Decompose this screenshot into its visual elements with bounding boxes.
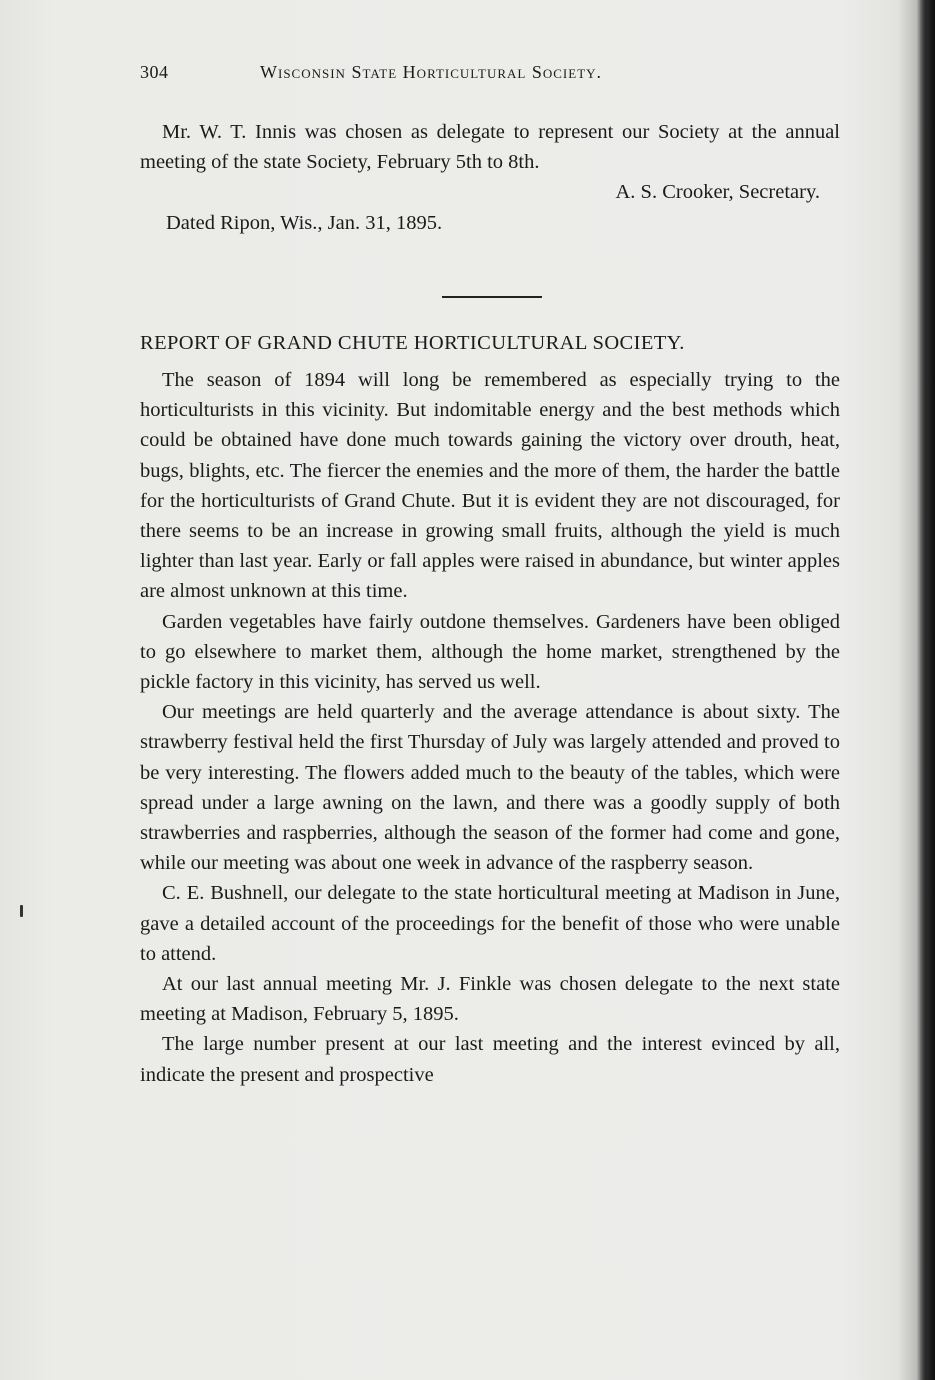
page-edge-shadow bbox=[919, 0, 935, 1380]
report-paragraph: The large number present at our last meeting and the interest evinced by all, indicate the present and prospective bbox=[140, 1033, 840, 1086]
report-heading: REPORT OF GRAND CHUTE HORTICULTURAL SOCIETY. bbox=[140, 332, 685, 354]
running-header bbox=[140, 62, 840, 88]
report-paragraph: C. E. Bushnell, our delegate to the state horticultural meeting at Madison in June, gave a detailed account of the proceedings for the benefit of those who were unable to attend. bbox=[140, 882, 840, 965]
report-body bbox=[140, 365, 840, 1090]
intro-paragraph: Mr. W. T. Innis was chosen as delegate to represent our Society at the annual meeting of the state Society, February 5th to 8th. bbox=[140, 121, 840, 174]
margin-speck bbox=[20, 905, 23, 917]
report-paragraph: At our last annual meeting Mr. J. Finkle was chosen delegate to the next state meeting at Madison, February 5, 1895. bbox=[140, 973, 840, 1026]
report-paragraph: The season of 1894 will long be remembered as especially trying to the horticulturists in this vicinity. But indomitable energy and the best methods which could be obtained have done much towards gaining the victory over drouth, heat, bugs, blights, etc. The fiercer the enemies and the more of them, the harder the battle for the horticulturists of Grand Chute. But it is evident they are not discouraged, for there seems to be an increase in growing small fruits, although the yield is much lighter than last year. Early or fall apples were raised in abundance, but winter apples are almost unknown at this time. bbox=[140, 369, 840, 603]
dated-line: Dated Ripon, Wis., Jan. 31, 1895. bbox=[166, 211, 443, 234]
section-divider bbox=[442, 296, 542, 298]
report-paragraph: Our meetings are held quarterly and the average attendance is about sixty. The strawberry festival held the first Thursday of July was largely attended and proved to be very interesting. The flowers added much to the beauty of the tables, which were spread under a large awning on the lawn, and there was a goodly supply of both strawberries and raspberries, although the season of the former had come and gone, while our meeting was about one week in advance of the raspberry season. bbox=[140, 701, 840, 875]
report-paragraph: Garden vegetables have fairly outdone themselves. Gardeners have been obliged to go elsewhere to market them, although the home market, strengthened by the pickle factory in this vicinity, has served us well. bbox=[140, 610, 840, 694]
secretary-signature: A. S. Crooker, Secretary. bbox=[615, 181, 820, 204]
intro-block bbox=[140, 117, 840, 238]
page-number: 304 bbox=[140, 62, 169, 82]
running-title: Wisconsin State Horticultural Society. bbox=[260, 62, 603, 82]
